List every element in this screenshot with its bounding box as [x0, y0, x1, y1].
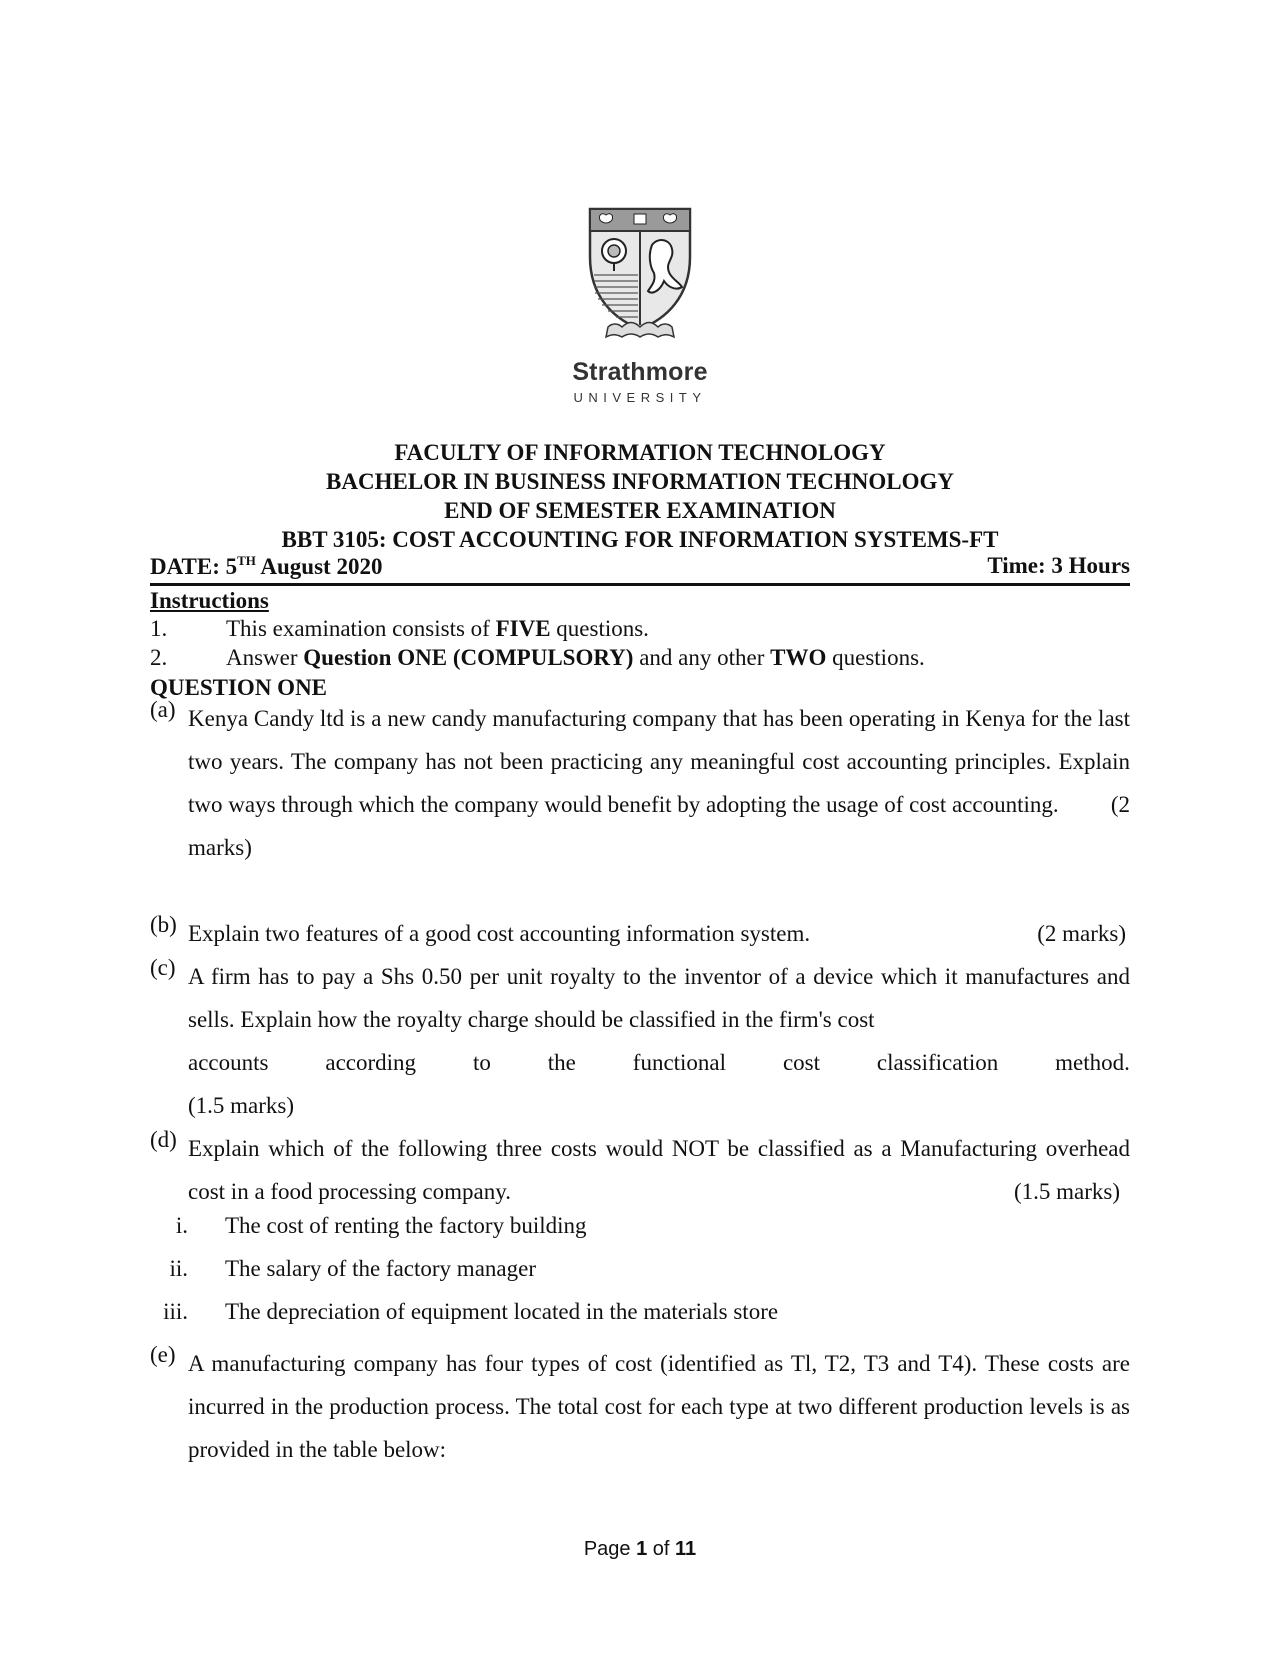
part-d-marks: (1.5 marks): [1013, 1179, 1120, 1204]
cost-item-2: The salary of the factory manager: [225, 1256, 536, 1281]
university-name: Strathmore: [572, 358, 708, 386]
header-divider: [150, 583, 1130, 586]
part-a-marks-cont: marks): [188, 835, 252, 860]
faculty-heading: FACULTY OF INFORMATION TECHNOLOGY: [394, 440, 886, 465]
part-c-marks: (1.5 marks): [188, 1093, 295, 1118]
crest-icon: [584, 205, 696, 345]
part-a-marks: (2: [1110, 792, 1130, 817]
university-logo: [560, 205, 720, 405]
exam-date: DATE: 5TH August 2020: [150, 553, 383, 579]
course-heading: BBT 3105: COST ACCOUNTING FOR INFORMATION SYSTEMS-FT: [281, 527, 999, 552]
page-footer: Page 1 of 11: [583, 1538, 697, 1560]
part-label: (b): [150, 912, 177, 937]
instruction-item-2: 2. Answer Question ONE (COMPULSORY) and any other TWO questions.: [150, 645, 925, 670]
programme-heading: BACHELOR IN BUSINESS INFORMATION TECHNOLOGY: [326, 469, 954, 494]
exam-headings: [150, 438, 1130, 554]
part-label: (a): [150, 697, 176, 722]
part-label: (d): [150, 1127, 177, 1152]
exam-duration: Time: 3 Hours: [987, 553, 1130, 578]
exam-type-heading: END OF SEMESTER EXAMINATION: [444, 498, 836, 523]
part-b-marks: (2 marks): [1037, 921, 1126, 946]
part-label: (e): [150, 1342, 176, 1367]
university-subtitle: UNIVERSITY: [573, 390, 707, 405]
exam-page: Strathmore UNIVERSITY FACULTY OF INFORMATION TECHNOLOGY BACHELOR IN BUSINESS INFORMATION TECHNOLOGY END OF SEMESTER EXAMINATION BBT 3105: COST ACCOUNTING FOR INFORMATION SYSTEMS-FT DATE: 5TH August 2020 Time: 3 Hours Instructions 1. This examination consists of FIVE questions. 2. Answer Question ONE (COMPULSORY) and any other TWO questions. QUESTION ONE (a) Kenya Candy ltd is a new candy manufacturing company that has been operating in Kenya for the last two years. The company has not been practicing any meaningful cost accounting principles. Explain two ways through which the company would benefit by adopting the usage of cost accounting. (2 marks) (b) Explain two features of a good cost accounting information system. (2 marks) (c) A firm has to pay a Shs 0.50 per unit royalty to the inventor of a device which it manufactures and sells. Explain how the royalty charge should be classified in the firm's cost accounts according to the functional cost classification method. (1.5 marks) (d) Explain which of the following three costs would NOT be classified as a Manufacturing overhead cost in a food processing company. (1.5 marks) i. The cost of renting the factory building ii. The salary of the factory manager iii. The depreciation of equipment located in the materials store (e) A manufacturing company has four types of cost (identified as Tl, T2, T3 and T4). These costs are incurred in the production process. The total cost for each type at two different production levels is as provided in the table below: Page 1 of 11: [0, 0, 1280, 1656]
spread-line: accounts according to the functional cost classification method.: [188, 1050, 1130, 1075]
instructions-title: Instructions: [150, 588, 269, 613]
cost-item-3: The depreciation of equipment located in the materials store: [225, 1299, 779, 1324]
part-label: (c): [150, 955, 176, 980]
instruction-item-1: 1. This examination consists of FIVE questions.: [150, 616, 649, 641]
date-time-row: [150, 553, 1130, 583]
question-title: QUESTION ONE: [150, 675, 328, 700]
cost-item-1: The cost of renting the factory building: [225, 1213, 587, 1238]
